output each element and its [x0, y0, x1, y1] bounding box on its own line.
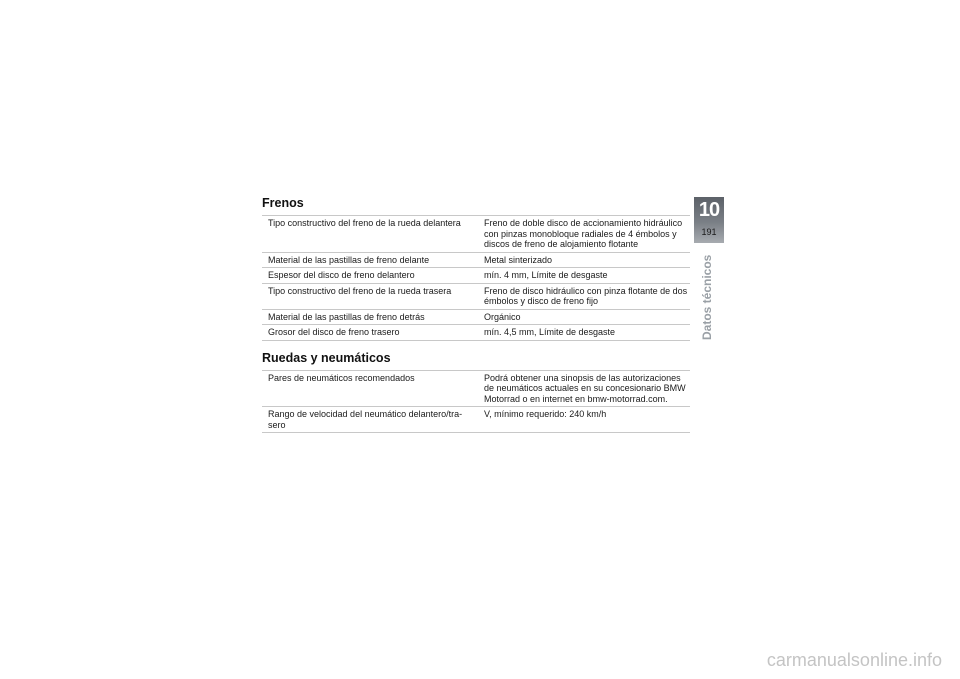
row-value: Freno de doble disco de accionamiento hidráulico con pinzas monobloque radiales de 4 émbolos y discos de freno de alojamiento flotante — [484, 218, 683, 249]
table-row — [262, 268, 690, 284]
wheels-table — [262, 370, 690, 434]
row-value: mín. 4,5 mm, Límite de desgaste — [484, 327, 616, 337]
row-value: mín. 4 mm, Límite de desgaste — [484, 270, 608, 280]
row-label: Rango de velocidad del neumático delantero/tra-sero — [268, 409, 463, 430]
section-title-wheels: Ruedas y neumáticos — [262, 350, 391, 365]
row-label: Grosor del disco de freno trasero — [268, 327, 400, 337]
table-row — [262, 283, 690, 309]
brakes-table — [262, 215, 690, 341]
table-row — [262, 370, 690, 407]
row-value: V, mínimo requerido: 240 km/h — [484, 409, 607, 419]
table-row — [262, 216, 690, 253]
chapter-number: 10 — [698, 199, 720, 221]
table-row — [262, 309, 690, 325]
row-label: Espesor del disco de freno delantero — [268, 270, 415, 280]
content — [262, 196, 690, 433]
row-value: Freno de disco hidráulico con pinza flotante de dos émbolos y disco de freno fijo — [484, 285, 688, 306]
table-row — [262, 252, 690, 268]
table-row — [262, 325, 690, 341]
row-label: Tipo constructivo del freno de la rueda trasera — [268, 285, 452, 296]
row-label: Tipo constructivo del freno de la rueda delantera — [268, 218, 461, 228]
chapter-side-label: Datos técnicos — [700, 254, 714, 340]
page-number: 191 — [701, 227, 717, 237]
row-label: Pares de neumáticos recomendados — [268, 372, 415, 383]
table-row — [262, 407, 690, 433]
row-value: Orgánico — [484, 311, 521, 322]
watermark: carmanualsonline.info — [766, 650, 942, 670]
row-label: Material de las pastillas de freno delante — [268, 254, 430, 265]
row-label: Material de las pastillas de freno detrás — [268, 311, 425, 322]
section-title-brakes: Frenos — [262, 196, 304, 210]
row-value: Metal sinterizado — [484, 254, 553, 265]
row-value: Podrá obtener una sinopsis de las autorizaciones de neumáticos actuales en su concesionario BMW Motorrad o en internet en bmw-motorrad.com. — [484, 372, 686, 404]
